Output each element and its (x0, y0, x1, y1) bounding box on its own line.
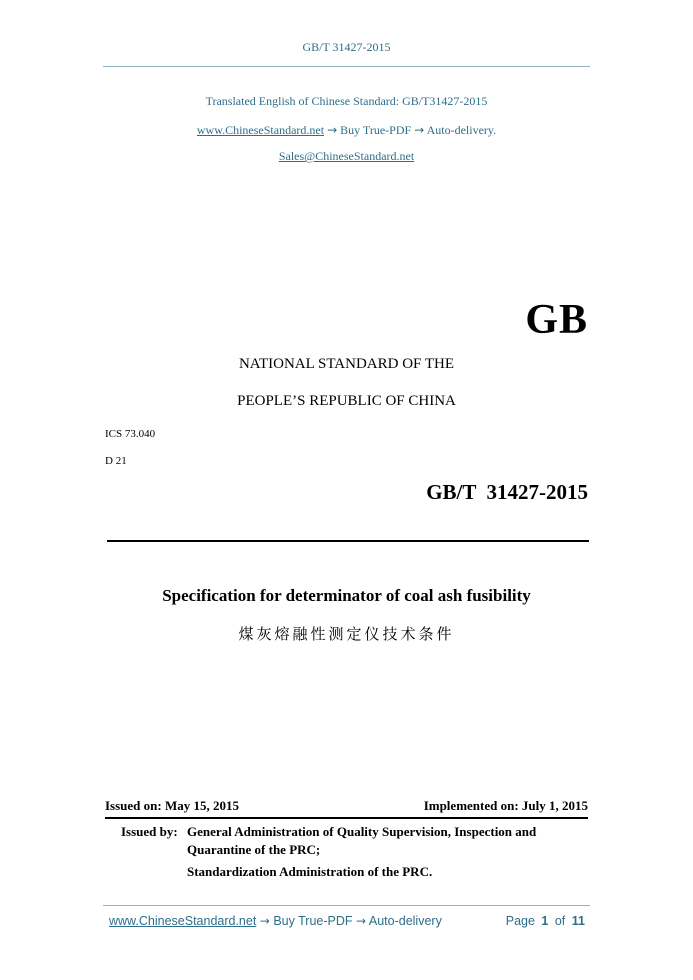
purchase-line (0, 123, 693, 138)
auto-delivery-text: Auto-delivery. (426, 123, 497, 137)
footer-site-link[interactable]: www.ChineseStandard.net (109, 914, 257, 928)
arrow-right-icon: → (356, 914, 367, 928)
of-label: of (554, 914, 566, 928)
header-divider (103, 66, 590, 67)
issuer-line-2: Quarantine of the PRC; (187, 842, 321, 857)
standard-number: GB/T 31427-2015 (426, 480, 588, 504)
email-link[interactable]: Sales@ChineseStandard.net (278, 149, 415, 163)
issued-by-label: Issued by: (121, 824, 178, 839)
arrow-right-icon: → (259, 914, 270, 928)
email-line (0, 149, 693, 164)
buy-true-pdf-text: Buy True-PDF (340, 123, 412, 137)
national-line-1: NATIONAL STANDARD OF THE (238, 356, 455, 372)
title-rule (107, 540, 589, 542)
page-label: Page (505, 914, 535, 928)
page-indicator (506, 914, 585, 928)
arrow-right-icon: → (327, 123, 338, 137)
dates-rule (105, 817, 588, 819)
issuer-line-3: Standardization Administration of the PRC. (187, 864, 433, 879)
arrow-right-icon: → (414, 123, 425, 137)
footer-purchase-line (109, 914, 442, 928)
page-number: 1 (541, 914, 549, 928)
translated-line: Translated English of Chinese Standard: GB/T31427-2015 (205, 94, 488, 108)
chinese-title: 煤灰熔融性测定仪技术条件 (238, 625, 455, 643)
footer-auto-delivery-text: Auto-delivery (368, 914, 442, 928)
gb-logo: GB (525, 297, 588, 343)
english-title: Specification for determinator of coal ash fusibility (162, 586, 531, 605)
header-standard-number: GB/T 31427-2015 (302, 40, 391, 54)
national-line-2: PEOPLE’S REPUBLIC OF CHINA (237, 393, 456, 409)
page-total: 11 (571, 914, 585, 928)
footer-buy-true-pdf-text: Buy True-PDF (273, 914, 353, 928)
site-link[interactable]: www.ChineseStandard.net (196, 123, 325, 137)
ccs-code: D 21 (105, 455, 127, 467)
issuer-line-1: General Administration of Quality Supervision, Inspection and (187, 824, 537, 839)
implemented-date: Implemented on: July 1, 2015 (423, 798, 588, 813)
issued-date: Issued on: May 15, 2015 (105, 798, 239, 813)
ics-code: ICS 73.040 (105, 428, 156, 440)
footer-divider (103, 905, 590, 906)
